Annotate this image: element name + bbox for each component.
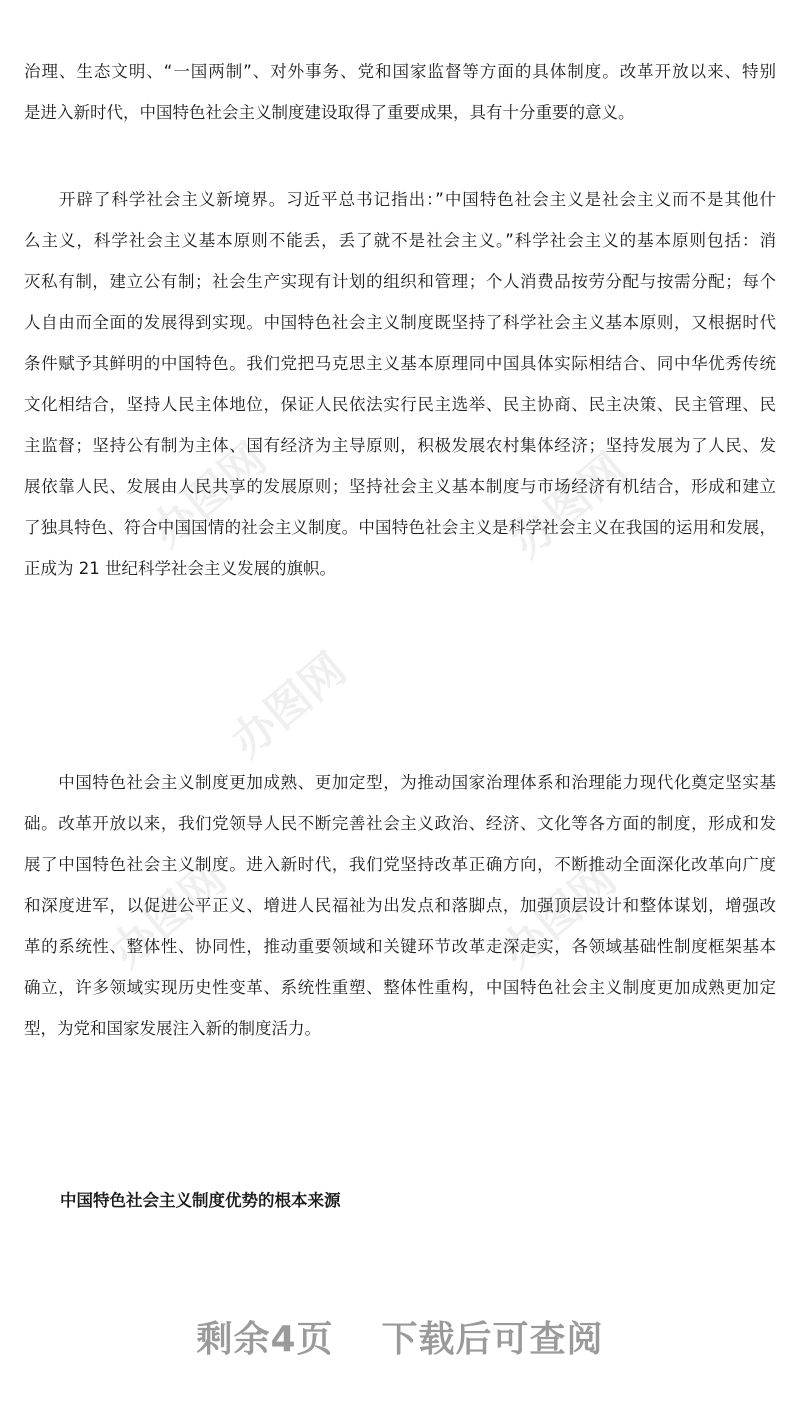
text-line: 中国特色社会主义制度更加成熟、更加定型，为推动国家治理体系和治理能力现代化奠定坚实基 [24,773,776,792]
download-prompt[interactable] [0,1296,800,1376]
text-line: 展了中国特色社会主义制度。进入新时代，我们党坚持改革正确方向，不断推动全面深化改革向广度 [24,855,776,874]
text-line: 正成为 21 世纪科学社会主义发展的旗帜。 [24,559,336,578]
text-line: 是进入新时代，中国特色社会主义制度建设取得了重要成果，具有十分重要的意义。 [24,103,635,122]
watermark: 办图网 [101,853,236,978]
text-line: 么主义，科学社会主义基本原则不能丢，丢了就不是社会主义。”科学社会主义的基本原则包括：消 [24,231,776,250]
text-line: 和深度进军，以促进公平正义、增进人民福祉为出发点和落脚点，加强顶层设计和整体谋划，增强改 [24,896,776,915]
remaining-pages-label[interactable]: 剩余4页 [196,1318,334,1360]
text-line: 治理、生态文明、“一国两制”、对外事务、党和国家监督等方面的具体制度。改革开放以来、特别 [24,62,776,81]
text-line: 灭私有制，建立公有制；社会生产实现有计划的组织和管理；个人消费品按劳分配与按需分配；每个 [24,272,776,291]
text-line: 主监督；坚持公有制为主体、国有经济为主导原则，积极发展农村集体经济；坚持发展为了人民、发 [24,436,776,455]
text-line: 文化相结合，坚持人民主体地位，保证人民依法实行民主选举、民主协商、民主决策、民主管理、民 [24,395,776,414]
section-heading: 中国特色社会主义制度优势的根本来源 [60,1191,341,1210]
text-line: 了独具特色、符合中国国情的社会主义制度。中国特色社会主义是科学社会主义在我国的运用和发展， [24,518,776,537]
watermark: 办图网 [141,433,276,558]
text-line: 开辟了科学社会主义新境界。习近平总书记指出：”中国特色社会主义是社会主义而不是其他什 [24,190,776,209]
paragraph-2 [24,179,776,589]
download-to-view-label[interactable]: 下载后可查阅 [381,1318,604,1360]
text-line: 型，为党和国家发展注入新的制度活力。 [24,1019,321,1038]
paragraph-1 [24,51,776,133]
watermark: 办图网 [491,853,626,978]
text-line: 确立，许多领域实现历史性变革、系统性重塑、整体性重构，中国特色社会主义制度更加成熟更加定 [24,978,776,997]
paragraph-3 [24,762,776,1049]
text-line: 条件赋予其鲜明的中国特色。我们党把马克思主义基本原理同中国具体实际相结合、同中华优秀传统 [24,354,776,373]
watermark: 办图网 [221,643,356,768]
text-line: 人自由而全面的发展得到实现。中国特色社会主义制度既坚持了科学社会主义基本原则，又根据时代 [24,313,776,332]
text-line: 础。改革开放以来，我们党领导人民不断完善社会主义政治、经济、文化等各方面的制度，形成和发 [24,814,776,833]
watermark: 办图网 [501,443,636,568]
text-line: 展依靠人民、发展由人民共享的发展原则；坚持社会主义基本制度与市场经济有机结合，形成和建立 [24,477,776,496]
text-line: 革的系统性、整体性、协同性，推动重要领域和关键环节改革走深走实，各领域基础性制度框架基本 [24,937,776,956]
